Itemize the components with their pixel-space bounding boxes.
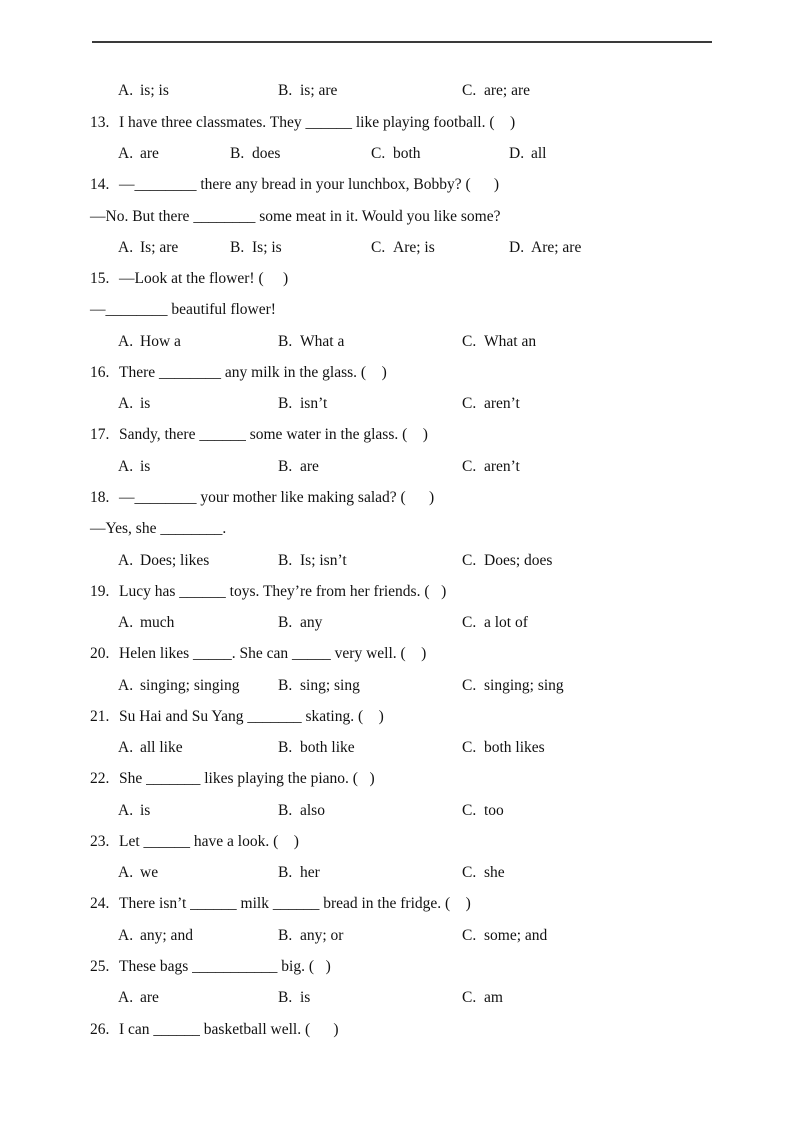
option-text: all like: [140, 739, 183, 757]
option-text: is: [140, 457, 151, 475]
answer-option: [462, 75, 530, 106]
option-letter: A.: [118, 739, 134, 757]
answer-option: [278, 75, 337, 106]
question-line: —________ beautiful flower!: [90, 301, 276, 319]
option-text: she: [484, 864, 505, 882]
option-text: are; are: [484, 82, 531, 100]
option-text: also: [300, 801, 325, 819]
header-rule: [92, 41, 712, 43]
option-letter: B.: [278, 614, 293, 631]
options-row: [0, 795, 793, 827]
option-text: are: [300, 457, 319, 475]
option-text: singing; sing: [484, 676, 564, 694]
question-line: I have three classmates. They ______ like playing football. ( ): [119, 113, 516, 131]
option-text: Are; are: [531, 238, 582, 256]
option-text: aren’t: [484, 395, 520, 413]
option-text: aren’t: [484, 457, 520, 475]
answer-option: [118, 75, 169, 106]
option-text: does: [252, 144, 281, 162]
option-letter: C.: [462, 614, 477, 631]
question-row: [0, 638, 793, 670]
question-continuation-row: [0, 294, 793, 326]
option-letter: A.: [118, 676, 134, 694]
options-row: [0, 326, 793, 358]
option-text: is: [300, 989, 311, 1007]
answer-option: [118, 857, 158, 888]
answer-option: [118, 607, 174, 638]
options-row: [0, 857, 793, 889]
answer-option: [462, 545, 552, 576]
answer-option: [118, 795, 150, 826]
option-letter: B.: [230, 238, 245, 256]
option-text: How a: [140, 332, 181, 350]
option-letter: A.: [118, 238, 134, 256]
answer-option: [278, 388, 327, 419]
options-row: [0, 545, 793, 577]
question-number: 24.: [90, 895, 110, 913]
option-text: all: [531, 144, 547, 162]
answer-option: [278, 982, 310, 1013]
answer-option: [118, 138, 159, 169]
option-letter: B.: [278, 457, 293, 475]
option-letter: A.: [118, 801, 134, 819]
question-number: 20.: [90, 645, 110, 663]
question-line: —No. But there ________ some meat in it. Would you like some?: [90, 207, 501, 225]
option-letter: B.: [278, 864, 293, 882]
option-letter: A.: [118, 332, 134, 350]
option-letter: A.: [118, 551, 134, 569]
option-letter: A.: [118, 989, 134, 1007]
option-text: is: [140, 395, 151, 413]
answer-option: [371, 232, 435, 263]
answer-option: [278, 545, 347, 576]
question-row: [0, 826, 793, 858]
answer-option: [462, 857, 505, 888]
question-line: Helen likes _____. She can _____ very well. ( ): [119, 645, 427, 663]
option-letter: C.: [371, 238, 386, 256]
question-continuation-row: [0, 513, 793, 545]
option-text: we: [140, 864, 159, 882]
question-line: Let ______ have a look. ( ): [119, 832, 299, 850]
answer-option: [462, 388, 520, 419]
option-text: any; and: [140, 926, 193, 944]
answer-option: [462, 982, 503, 1013]
answer-option: [462, 795, 504, 826]
answer-option: [278, 670, 360, 701]
option-letter: B.: [278, 801, 293, 819]
answer-option: [371, 138, 421, 169]
options-row: [0, 451, 793, 483]
question-number: 26.: [90, 1020, 110, 1038]
question-row: [0, 419, 793, 451]
option-text: Is; isn’t: [300, 551, 347, 569]
options-row: [0, 732, 793, 764]
option-letter: A.: [118, 144, 134, 162]
answer-option: [462, 451, 520, 482]
option-text: too: [484, 801, 504, 819]
option-text: a lot of: [484, 614, 528, 631]
option-text: both likes: [484, 739, 545, 757]
question-row: [0, 888, 793, 920]
option-letter: C.: [371, 144, 386, 162]
answer-option: [278, 732, 355, 763]
answer-option: [509, 138, 547, 169]
options-row: [0, 982, 793, 1014]
option-text: What an: [484, 332, 537, 350]
options-row: [0, 607, 793, 639]
option-text: both: [393, 144, 421, 162]
question-row: [0, 576, 793, 608]
question-number: 22.: [90, 770, 110, 788]
option-letter: A.: [118, 864, 134, 882]
option-text: both like: [300, 739, 355, 757]
options-row: [0, 920, 793, 952]
option-text: is: [140, 801, 151, 819]
question-line: —________ your mother like making salad? ( ): [119, 488, 435, 506]
option-letter: C.: [462, 926, 477, 944]
question-row: [0, 169, 793, 201]
option-letter: D.: [509, 238, 525, 256]
answer-option: [118, 982, 159, 1013]
question-line: —Yes, she ________.: [90, 520, 227, 538]
option-text: Does; likes: [140, 551, 210, 569]
options-row: [0, 138, 793, 170]
option-letter: C.: [462, 551, 477, 569]
option-letter: B.: [278, 551, 293, 569]
option-letter: C.: [462, 82, 477, 100]
option-text: sing; sing: [300, 676, 360, 694]
option-letter: C.: [462, 864, 477, 882]
option-text: some; and: [484, 926, 548, 944]
option-letter: A.: [118, 614, 134, 631]
question-row: [0, 1014, 793, 1046]
answer-option: [118, 326, 181, 357]
question-line: —________ there any bread in your lunchbox, Bobby? ( ): [119, 176, 500, 194]
question-number: 18.: [90, 488, 110, 506]
option-letter: A.: [118, 82, 134, 100]
option-text: am: [484, 989, 503, 1007]
option-text: Is; is: [252, 238, 282, 256]
options-row: [0, 388, 793, 420]
option-letter: B.: [278, 332, 293, 350]
options-row: [0, 232, 793, 264]
answer-option: [230, 138, 280, 169]
option-text: Is; are: [140, 238, 179, 256]
question-row: [0, 763, 793, 795]
option-text: any; or: [300, 926, 344, 944]
option-letter: C.: [462, 676, 477, 694]
question-number: 21.: [90, 707, 110, 725]
options-row: [0, 75, 793, 107]
option-letter: C.: [462, 332, 477, 350]
question-line: —Look at the flower! ( ): [119, 270, 289, 287]
option-text: are: [140, 144, 159, 162]
question-line: These bags ___________ big. ( ): [119, 958, 331, 975]
answer-option: [118, 388, 150, 419]
option-letter: A.: [118, 926, 134, 944]
answer-option: [118, 670, 239, 701]
answer-option: [509, 232, 581, 263]
answer-option: [278, 451, 319, 482]
option-text: isn’t: [300, 395, 328, 413]
option-text: is; are: [300, 82, 338, 100]
option-text: much: [140, 614, 175, 631]
answer-option: [278, 795, 325, 826]
option-letter: C.: [462, 395, 477, 413]
option-text: Does; does: [484, 551, 553, 569]
answer-option: [118, 920, 193, 951]
question-line: Sandy, there ______ some water in the glass. ( ): [119, 426, 428, 444]
option-text: Are; is: [393, 238, 435, 256]
question-line: She _______ likes playing the piano. ( ): [119, 770, 375, 788]
question-number: 23.: [90, 832, 110, 850]
question-line: There isn’t ______ milk ______ bread in the fridge. ( ): [119, 895, 471, 913]
options-row: [0, 670, 793, 702]
answer-option: [462, 607, 528, 638]
question-row: [0, 107, 793, 139]
question-number: 16.: [90, 363, 110, 381]
option-text: her: [300, 864, 320, 882]
question-row: [0, 951, 793, 983]
answer-option: [118, 232, 178, 263]
option-text: singing; singing: [140, 676, 240, 694]
answer-option: [278, 857, 320, 888]
option-letter: C.: [462, 739, 477, 757]
option-text: What a: [300, 332, 345, 350]
option-letter: B.: [278, 676, 293, 694]
option-text: any: [300, 614, 323, 631]
option-letter: D.: [509, 144, 525, 162]
option-letter: B.: [230, 144, 245, 162]
question-continuation-row: [0, 201, 793, 233]
answer-option: [230, 232, 282, 263]
question-line: I can ______ basketball well. ( ): [119, 1020, 339, 1038]
question-number: 25.: [90, 958, 110, 975]
option-text: are: [140, 989, 159, 1007]
option-letter: A.: [118, 395, 134, 413]
option-letter: A.: [118, 457, 134, 475]
question-line: Su Hai and Su Yang _______ skating. ( ): [119, 707, 384, 725]
answer-option: [462, 732, 545, 763]
question-line: There ________ any milk in the glass. ( ): [119, 363, 387, 381]
question-number: 14.: [90, 176, 110, 194]
question-number: 15.: [90, 270, 110, 287]
option-letter: B.: [278, 989, 293, 1007]
answer-option: [118, 451, 150, 482]
option-letter: C.: [462, 989, 477, 1007]
answer-option: [118, 732, 183, 763]
question-line: Lucy has ______ toys. They’re from her friends. ( ): [119, 582, 447, 600]
answer-option: [462, 670, 564, 701]
question-row: [0, 701, 793, 733]
question-number: 13.: [90, 113, 110, 131]
option-letter: C.: [462, 801, 477, 819]
option-letter: B.: [278, 395, 293, 413]
answer-option: [462, 920, 547, 951]
question-number: 19.: [90, 582, 110, 600]
answer-option: [278, 607, 322, 638]
answer-option: [462, 326, 536, 357]
answer-option: [278, 326, 344, 357]
question-row: [0, 357, 793, 389]
option-letter: C.: [462, 457, 477, 475]
question-number: 17.: [90, 426, 110, 444]
option-letter: B.: [278, 739, 293, 757]
answer-option: [118, 545, 209, 576]
option-letter: B.: [278, 82, 293, 100]
answer-option: [278, 920, 343, 951]
option-text: is; is: [140, 82, 169, 100]
question-row: [0, 263, 793, 295]
option-letter: B.: [278, 926, 293, 944]
question-row: [0, 482, 793, 514]
